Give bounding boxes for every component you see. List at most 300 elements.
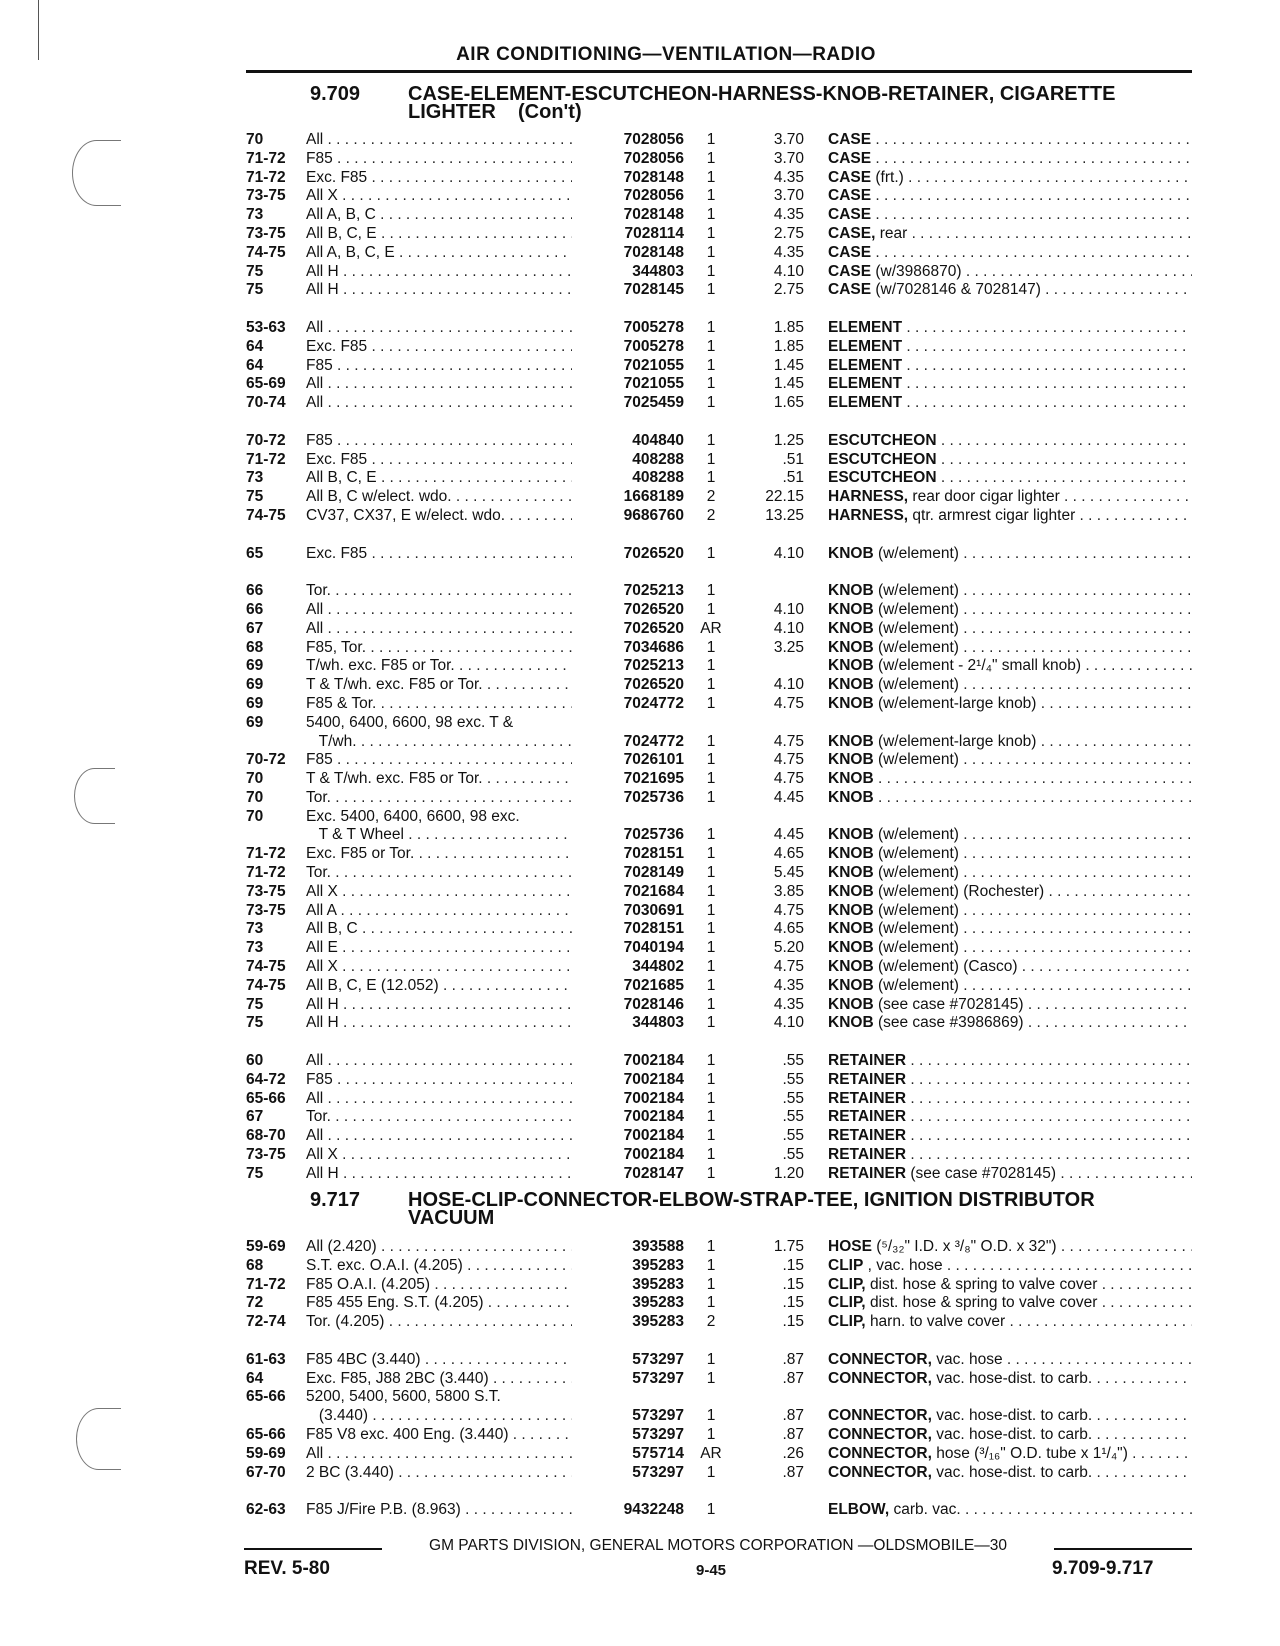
footer-rule-right [1054,1548,1192,1550]
table-row [0,1464,1280,1483]
price-cell: .87 [782,1350,804,1368]
description-detail: (w/element) (Rochester) [877,882,1045,900]
table-row [0,1276,1280,1295]
model-cell: Exc. 5400, 6400, 6600, 98 exc. [306,807,520,825]
part-number-cell: 7034686 [623,638,684,656]
quantity-cell: 1 [706,168,716,186]
model-cell: 5200, 5400, 5600, 5800 S.T. [306,1388,501,1406]
year-cell: 75 [246,1014,264,1032]
part-number-cell: 7005278 [623,337,684,355]
table-row [0,469,1280,488]
part-number-cell: 573297 [632,1350,684,1368]
description-cell [828,338,1192,357]
year-cell: 75 [246,262,264,280]
revision-label: REV. 5-80 [244,1558,330,1579]
table-row [0,939,1280,958]
table-row [0,1313,1280,1332]
price-cell: 4.65 [773,845,804,863]
description-cell [828,620,1192,639]
description-detail: (w/element) [877,582,959,600]
description-cell [828,187,1192,206]
price-cell: 1.45 [773,356,804,374]
price-cell: 1.20 [773,1164,804,1182]
part-number-cell: 7002184 [623,1052,684,1070]
description-keyword: RETAINER [828,1070,907,1088]
year-cell: 73 [246,920,264,938]
table-row [0,1127,1280,1146]
section-title-line1: HOSE-CLIP-CONNECTOR-ELBOW-STRAP-TEE, IGNITION DISTRIBUTOR [408,1189,1095,1211]
part-number-cell: 7028145 [623,281,684,299]
price-cell: .55 [782,1052,804,1070]
year-cell: 64 [246,337,264,355]
table-row [0,1370,1280,1389]
quantity-cell: 1 [706,638,716,656]
part-number-cell: 7026101 [623,751,684,769]
price-cell: 13.25 [765,506,804,524]
price-cell: 4.10 [773,600,804,618]
model-cell: All B, C . . . [306,920,572,939]
part-number-cell: 573297 [632,1407,684,1425]
model-cell: Tor. . . . [306,864,572,883]
quantity-cell: 1 [706,131,716,148]
description-detail: vac. hose-dist. to carb. [936,1369,1093,1387]
quantity-cell: 1 [706,1256,716,1274]
table-row [0,582,1280,601]
year-cell: 71-72 [246,168,286,186]
model-cell: All . . . [306,375,572,394]
description-detail: rear [879,224,908,242]
quantity-cell: 1 [706,657,716,675]
table-row [0,808,1280,827]
price-cell: 4.35 [773,976,804,994]
year-cell: 65-66 [246,1089,286,1107]
year-cell: 66 [246,582,264,600]
quantity-cell: 1 [706,469,716,487]
header-rule [246,70,1192,73]
table-row [0,1108,1280,1127]
description-keyword: CASE [828,243,872,261]
section-title-line1: CASE-ELEMENT-ESCUTCHEON-HARNESS-KNOB-RETAINER, CIGARETTE [408,83,1116,105]
description-cell [828,733,1192,752]
quantity-cell: 1 [706,149,716,167]
price-cell: .55 [782,1127,804,1145]
description-cell [828,1294,1192,1313]
description-detail: (w/element-large knob) [877,732,1037,750]
price-cell: .55 [782,1089,804,1107]
price-cell: 3.70 [773,131,804,148]
quantity-cell: 1 [706,356,716,374]
price-cell: .15 [782,1256,804,1274]
description-detail: (w/element) [877,619,959,637]
description-cell [828,582,1192,601]
table-row [0,996,1280,1015]
part-number-cell: 9686760 [623,506,684,524]
part-number-cell: 7028146 [623,995,684,1013]
price-cell: 5.45 [773,864,804,882]
description-cell [828,1071,1192,1090]
description-cell [828,1313,1192,1332]
description-cell [828,1014,1192,1033]
quantity-cell: 1 [706,1407,716,1425]
section-title-line2: LIGHTER (Con't) [408,101,582,123]
description-detail: rear door cigar lighter [912,488,1060,506]
section-range: 9.709-9.717 [1052,1558,1154,1579]
quantity-cell: 1 [706,1501,716,1519]
description-detail: (w/element - 2¹/₄" small knob) [877,657,1082,675]
description-keyword: CONNECTOR, [828,1463,932,1481]
description-keyword: ELEMENT [828,394,903,412]
description-cell [828,789,1192,808]
description-cell [828,1351,1192,1370]
part-number-cell: 7024772 [623,732,684,750]
description-keyword: RETAINER [828,1164,907,1182]
description-detail: (see case #3986869) [877,1014,1024,1032]
price-cell: 4.10 [773,262,804,280]
year-cell: 72 [246,1294,264,1312]
year-cell: 71-72 [246,450,286,468]
description-cell [828,770,1192,789]
table-row [0,657,1280,676]
price-cell: .26 [782,1444,804,1462]
quantity-cell: 1 [706,582,716,600]
table-row [0,1426,1280,1445]
page-number: 9-45 [696,1562,727,1579]
model-cell: Exc. F85 . . . [306,545,572,564]
year-cell: 70-74 [246,394,286,412]
description-keyword: CASE, [828,224,876,242]
price-cell: 4.75 [773,770,804,788]
description-cell [828,883,1192,902]
part-number-cell: 393588 [632,1238,684,1255]
year-cell: 71-72 [246,149,286,167]
price-cell: 5.20 [773,939,804,957]
description-keyword: RETAINER [828,1146,907,1164]
page-header [0,44,1280,66]
table-row [0,1388,1280,1407]
price-cell: .51 [782,450,804,468]
description-detail: (w/element) [877,939,959,957]
description-cell [828,958,1192,977]
part-number-cell: 7028148 [623,243,684,261]
model-cell: All A, B, C, E . . . [306,244,572,263]
year-cell: 75 [246,995,264,1013]
quantity-cell: 1 [706,920,716,938]
section-number: 9.709 [310,83,361,105]
part-number-cell: 7021685 [623,976,684,994]
quantity-cell: 1 [706,206,716,224]
year-cell: 74-75 [246,243,286,261]
part-number-cell: 344802 [632,958,684,976]
year-cell: 67-70 [246,1463,286,1481]
price-cell: .15 [782,1294,804,1312]
model-cell: Exc. F85 . . . [306,169,572,188]
table-row [0,714,1280,733]
quantity-cell: 1 [706,1350,716,1368]
table-row [0,432,1280,451]
year-cell: 72-74 [246,1313,286,1331]
model-cell: All B, C, E (12.052) . . . [306,977,572,996]
part-number-cell: 7028148 [623,168,684,186]
year-cell: 70 [246,770,264,788]
quantity-cell: 1 [706,1463,716,1481]
part-number-cell: 7025213 [623,582,684,600]
year-cell: 65-66 [246,1425,286,1443]
description-cell [828,676,1192,695]
quantity-cell: 1 [706,976,716,994]
description-cell [828,1464,1192,1483]
price-cell: 4.10 [773,544,804,562]
model-cell: CV37, CX37, E w/elect. wdo. . . . [306,507,572,526]
description-detail: (w/element) (Casco) [877,958,1018,976]
model-cell: All . . . [306,1445,572,1464]
quantity-cell: 1 [706,882,716,900]
description-keyword: KNOB [828,694,874,712]
price-cell: 3.85 [773,882,804,900]
description-detail: (w/7028146 & 7028147) [875,281,1041,299]
description-keyword: RETAINER [828,1089,907,1107]
year-cell: 59-69 [246,1238,286,1255]
description-keyword: RETAINER [828,1127,907,1145]
table-row [0,451,1280,470]
description-keyword: KNOB [828,788,874,806]
price-cell: 4.35 [773,206,804,224]
quantity-cell: 1 [706,901,716,919]
description-cell [828,902,1192,921]
description-keyword: ELEMENT [828,356,903,374]
year-cell: 53-63 [246,318,286,336]
price-cell: .87 [782,1425,804,1443]
model-cell: All H . . . [306,1165,572,1184]
year-cell: 62-63 [246,1501,286,1519]
year-cell: 70-72 [246,751,286,769]
price-cell: 4.35 [773,243,804,261]
year-cell: 64-72 [246,1070,286,1088]
price-cell: 4.75 [773,694,804,712]
model-cell: F85 . . . [306,1071,572,1090]
table-row [0,620,1280,639]
price-cell: 3.70 [773,187,804,205]
table-row [0,206,1280,225]
description-cell [828,1257,1192,1276]
table-row [0,150,1280,169]
model-cell: Tor. . . . [306,789,572,808]
quantity-cell: 1 [706,864,716,882]
table-row [0,1165,1280,1184]
part-number-cell: 395283 [632,1275,684,1293]
part-number-cell: 7028147 [623,1164,684,1182]
section-heading-9709 [0,84,1280,124]
description-keyword: KNOB [828,845,874,863]
table-row [0,639,1280,658]
model-cell: F85 . . . [306,751,572,770]
description-cell [828,1501,1192,1520]
description-keyword: RETAINER [828,1108,907,1126]
quantity-cell: 1 [706,958,716,976]
description-detail: (w/element) [877,976,959,994]
price-cell: 4.35 [773,168,804,186]
description-keyword: KNOB [828,657,874,675]
price-cell: .55 [782,1070,804,1088]
description-keyword: CASE [828,149,872,167]
description-keyword: KNOB [828,864,874,882]
part-number-cell: 575714 [632,1444,684,1462]
description-detail: (see case #7028145) [877,995,1024,1013]
table-row [0,1052,1280,1071]
part-number-cell: 7026520 [623,544,684,562]
table-row [0,187,1280,206]
model-cell: F85, Tor. . . . [306,639,572,658]
description-detail: (w/element) [877,676,959,694]
description-keyword: KNOB [828,1014,874,1032]
table-row [0,958,1280,977]
quantity-cell: 2 [706,1313,716,1331]
price-cell: 3.25 [773,638,804,656]
model-cell: 2 BC (3.440) . . . [306,1464,572,1483]
year-cell: 71-72 [246,845,286,863]
price-cell: 1.75 [773,1238,804,1255]
year-cell: 65-69 [246,375,286,393]
year-cell: 66 [246,600,264,618]
part-number-cell: 7021695 [623,770,684,788]
description-keyword: ELEMENT [828,318,903,336]
price-cell: 4.10 [773,1014,804,1032]
model-cell: F85 & Tor. . . . [306,695,572,714]
description-keyword: CASE [828,206,872,224]
model-cell: All B, C w/elect. wdo. . . . [306,488,572,507]
year-cell: 65 [246,544,264,562]
model-cell: All (2.420) . . . [306,1238,572,1257]
year-cell: 70 [246,131,264,148]
part-number-cell: 7028151 [623,845,684,863]
table-row [0,1146,1280,1165]
part-number-cell: 1668189 [623,488,684,506]
price-cell: 4.75 [773,751,804,769]
quantity-cell: 1 [706,1275,716,1293]
description-keyword: KNOB [828,882,874,900]
description-detail: (w/3986870) [875,262,962,280]
year-cell: 69 [246,657,264,675]
table-row [0,902,1280,921]
table-row [0,1501,1280,1520]
description-keyword: CLIP, [828,1313,866,1331]
year-cell: 73-75 [246,1146,286,1164]
model-cell: All X . . . [306,883,572,902]
table-row [0,695,1280,714]
part-number-cell: 7026520 [623,600,684,618]
table-row [0,1014,1280,1033]
description-detail: hose (³/₁₆" O.D. tube x 1¹/₄") [936,1444,1128,1462]
description-cell [828,1127,1192,1146]
description-detail: (w/element) [877,845,959,863]
table-row [0,1407,1280,1426]
description-cell [828,281,1192,300]
part-number-cell: 7030691 [623,901,684,919]
quantity-cell: 1 [706,1108,716,1126]
year-cell: 73-75 [246,901,286,919]
table-row [0,864,1280,883]
description-cell [828,319,1192,338]
description-detail: vac. hose-dist. to carb. [936,1425,1093,1443]
description-cell [828,1238,1192,1257]
quantity-cell: 1 [706,1146,716,1164]
model-cell: Exc. F85 . . . [306,338,572,357]
description-cell [828,1146,1192,1165]
table-row [0,131,1280,150]
description-cell [828,639,1192,658]
year-cell: 73 [246,206,264,224]
year-cell: 70 [246,788,264,806]
description-keyword: CASE [828,281,872,299]
description-keyword: CONNECTOR, [828,1444,932,1462]
year-cell: 75 [246,488,264,506]
part-number-cell: 573297 [632,1369,684,1387]
description-keyword: KNOB [828,544,874,562]
description-keyword: CLIP [828,1256,864,1274]
quantity-cell: 1 [706,281,716,299]
model-cell: All E . . . [306,939,572,958]
table-row [0,845,1280,864]
quantity-cell: 1 [706,676,716,694]
quantity-cell: 1 [706,262,716,280]
quantity-cell: 1 [706,224,716,242]
table-row [0,338,1280,357]
price-cell: 2.75 [773,281,804,299]
price-cell: 4.65 [773,920,804,938]
quantity-cell: 1 [706,375,716,393]
table-row [0,507,1280,526]
description-cell [828,375,1192,394]
description-detail: dist. hose & spring to valve cover [869,1275,1098,1293]
description-cell [828,469,1192,488]
model-cell: F85 . . . [306,150,572,169]
part-number-cell: 395283 [632,1294,684,1312]
table-row [0,1090,1280,1109]
model-cell: T/wh. exc. F85 or Tor. . . . [306,657,572,676]
description-cell [828,1165,1192,1184]
description-detail: (w/element) [877,600,959,618]
description-cell [828,131,1192,150]
quantity-cell: 1 [706,845,716,863]
section-number: 9.717 [310,1189,361,1211]
model-cell: F85 O.A.I. (4.205) . . . [306,1276,572,1295]
part-number-cell: 7024772 [623,694,684,712]
table-row [0,1238,1280,1257]
description-cell [828,1090,1192,1109]
quantity-cell: 1 [706,318,716,336]
description-cell [828,150,1192,169]
table-row [0,169,1280,188]
table-row [0,883,1280,902]
quantity-cell: 1 [706,1070,716,1088]
description-keyword: CASE [828,187,872,205]
quantity-cell: 1 [706,544,716,562]
model-cell: 5400, 6400, 6600, 98 exc. T & [306,713,514,731]
model-cell: All A, B, C . . . [306,206,572,225]
year-cell: 74-75 [246,976,286,994]
part-number-cell: 573297 [632,1425,684,1443]
description-cell [828,432,1192,451]
description-keyword: CONNECTOR, [828,1407,932,1425]
model-cell: All H . . . [306,996,572,1015]
description-detail: (w/element) [877,638,959,656]
price-cell: .55 [782,1108,804,1126]
part-number-cell: 573297 [632,1463,684,1481]
quantity-cell: 1 [706,751,716,769]
part-number-cell: 395283 [632,1313,684,1331]
description-cell [828,507,1192,526]
table-row [0,1351,1280,1370]
description-cell [828,864,1192,883]
